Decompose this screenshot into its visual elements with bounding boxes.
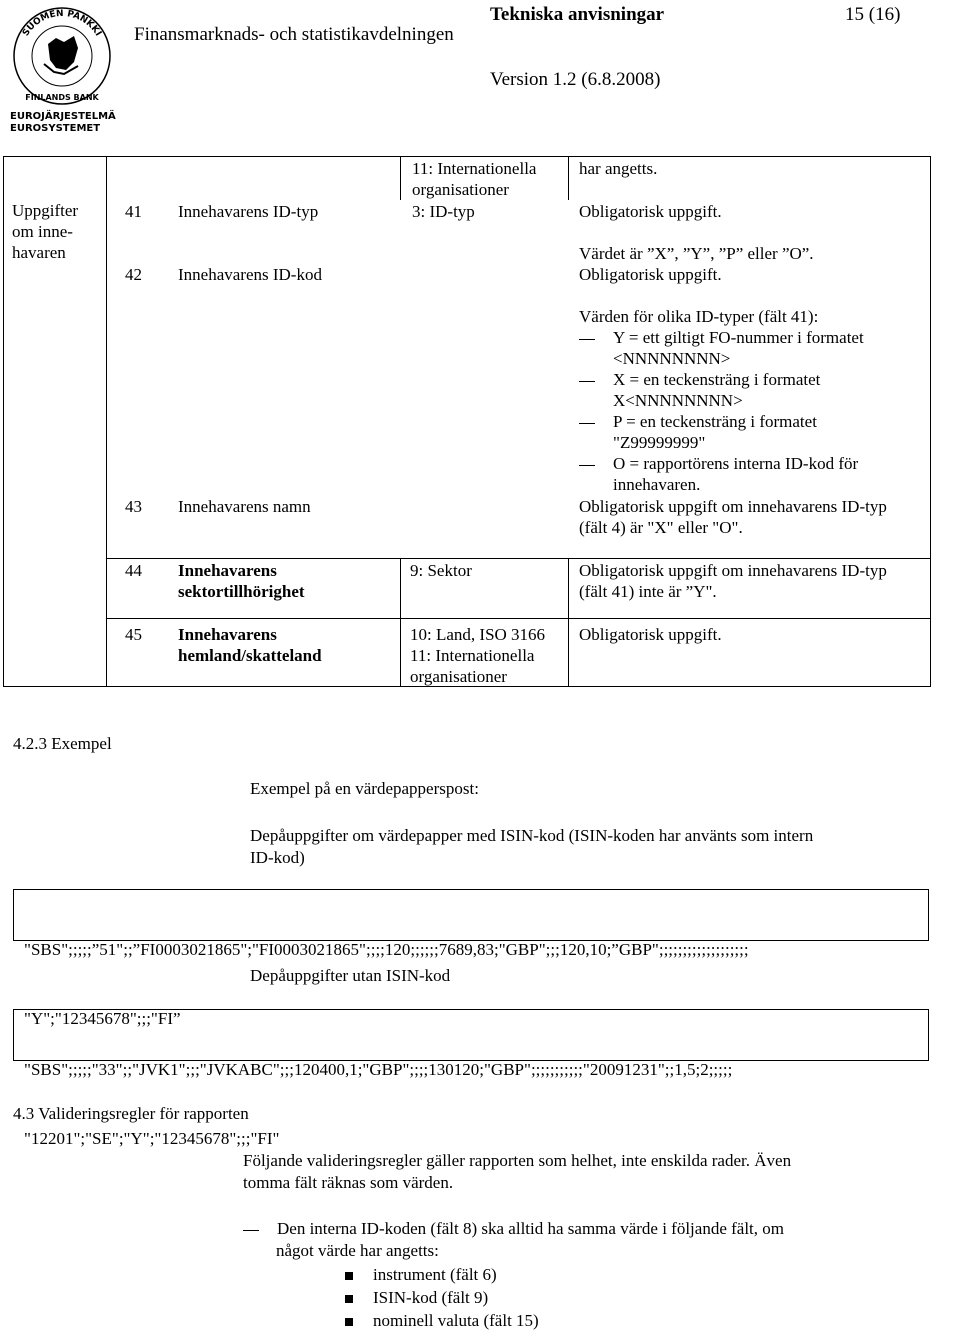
example-sub1-line2: ID-kod) [250,848,305,867]
row42-desc-line2: Värden för olika ID-typer (fält 41): [579,307,819,326]
header-org: Finansmarknads- och statistikavdelningen [134,24,454,45]
row43-name: Innehavarens namn [178,497,311,516]
cont-format-line2: organisationer [412,180,509,199]
row43-desc-line1: Obligatorisk uppgift om innehavarens ID-typ [579,497,887,516]
row42-desc-line1: Obligatorisk uppgift. [579,265,722,284]
section-43-heading: 4.3 Valideringsregler för rapporten [13,1104,249,1123]
section-43-para-line2: tomma fält räknas som värden. [243,1173,454,1192]
square-bullet-icon [345,1318,353,1326]
idtype-item-x-cont: X<NNNNNNNN> [613,391,743,410]
section-423-heading: 4.2.3 Exempel [13,734,112,753]
code-example-1-line1: "SBS";;;;;”51";;”FI0003021865";"FI0003021865";;;;120;;;;;;7689,83;"GBP";;;120,10;”GBP";;;;;;;;;;;;;;;;;;; [24,940,749,959]
idtype-item-o: O = rapportörens interna ID-kod för [579,453,858,474]
row41-format: 3: ID-typ [412,202,475,221]
rule-subitem-valuta: nominell valuta (fält 15) [345,1311,539,1331]
bank-logo [8,4,118,132]
code-example-2-line2: "12201";"SE";"Y";"12345678";;;"FI" [24,1129,280,1148]
dash-bullet [579,423,595,424]
dash-bullet [579,465,595,466]
dash-bullet [579,381,595,382]
idtype-item-x: X = en teckensträng i formatet [579,369,820,390]
row44-name-line2: sektortillhörighet [178,582,305,601]
header-title: Tekniska anvisningar [490,4,665,25]
row45-format-line2: 11: Internationella [410,646,535,665]
code-example-1-line2: "Y";"12345678";;;"FI” [24,1009,181,1028]
logo-ring-text: SUOMEN PANKKI [21,8,103,39]
cont-format-line1: 11: Internationella [412,159,537,178]
row41-name: Innehavarens ID-typ [178,202,319,221]
rule-subitem-isin: ISIN-kod (fält 9) [345,1288,488,1308]
square-bullet-icon [345,1272,353,1280]
row41-desc-line1: Obligatorisk uppgift. [579,202,722,221]
dash-bullet [579,339,595,340]
row45-format-line3: organisationer [410,667,507,686]
group-label-line2: om inne- [12,222,73,241]
row45-name-line1: Innehavarens [178,625,277,644]
rule-item: Den interna ID-koden (fält 8) ska alltid ha samma värde i följande fält, om [243,1219,784,1239]
row45-num: 45 [125,625,142,644]
cont-desc: har angetts. [579,159,658,178]
idtype-item-o-cont: innehavaren. [613,475,701,494]
svg-text:FINLANDS BANK: FINLANDS BANK [25,93,99,102]
idtype-item-p: P = en teckensträng i formatet [579,411,817,432]
header-page-number: 15 (16) [845,4,901,25]
row44-num: 44 [125,561,142,580]
rule-item-cont: något värde har angetts: [276,1241,439,1260]
example-intro: Exempel på en värdepapperspost: [250,779,479,798]
code-example-2-line1: "SBS";;;;;"33";;"JVK1";;;"JVKABC";;;120400,1;"GBP";;;;130120;"GBP";;;;;;;;;;;"20091231";;1,5;2;;;;; [24,1060,733,1079]
row45-desc: Obligatorisk uppgift. [579,625,722,644]
row44-format: 9: Sektor [410,561,472,580]
row44-desc-line2: (fält 41) inte är ”Y". [579,582,717,601]
row44-desc-line1: Obligatorisk uppgift om innehavarens ID-typ [579,561,887,580]
row43-num: 43 [125,497,142,516]
square-bullet-icon [345,1295,353,1303]
idtype-item-y-cont: <NNNNNNNN> [613,349,731,368]
example-sub2: Depåuppgifter utan ISIN-kod [250,966,451,985]
row45-format-line1: 10: Land, ISO 3166 [410,625,546,644]
row45-name-line2: hemland/skatteland [178,646,322,665]
idtype-item-p-cont: "Z99999999" [613,433,706,452]
header-version: Version 1.2 (6.8.2008) [490,69,661,90]
row41-desc-line2: Värdet är ”X”, ”Y”, ”P” eller ”O”. [579,244,814,263]
dash-bullet [243,1230,259,1231]
svg-text:EUROSYSTEMET: EUROSYSTEMET [10,123,101,132]
group-label-line3: havaren [12,243,66,262]
row42-name: Innehavarens ID-kod [178,265,322,284]
svg-text:EUROJÄRJESTELMÄ: EUROJÄRJESTELMÄ [10,111,116,122]
rule-subitem-instrument: instrument (fält 6) [345,1265,497,1285]
example-sub1-line1: Depåuppgifter om värdepapper med ISIN-kod (ISIN-koden har använts som intern [250,826,814,845]
row44-name-line1: Innehavarens [178,561,277,580]
idtype-item-y: Y = ett giltigt FO-nummer i formatet [579,327,864,348]
row43-desc-line2: (fält 4) är "X" eller "O". [579,518,743,537]
group-label-line1: Uppgifter [12,201,79,220]
svg-text:SUOMEN PANKKI [21,9,103,38]
section-43-para-line1: Följande valideringsregler gäller rapporten som helhet, inte enskilda rader. Även [243,1151,792,1170]
row42-num: 42 [125,265,142,284]
row41-num: 41 [125,202,142,221]
